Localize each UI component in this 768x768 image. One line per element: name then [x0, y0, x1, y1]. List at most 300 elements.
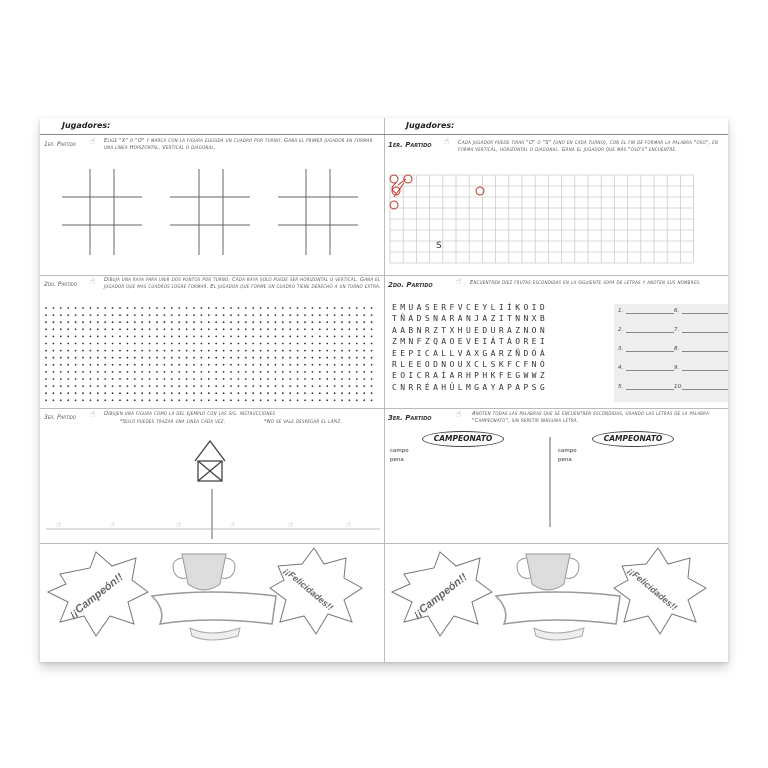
grid-dot: [171, 307, 173, 309]
grid-dot: [245, 371, 247, 373]
grid-dot: [53, 336, 55, 338]
answer-slot[interactable]: 8.: [674, 346, 679, 352]
grid-dot: [289, 307, 291, 309]
grid-dot: [141, 336, 143, 338]
grid-dot: [60, 343, 62, 345]
grid-dot: [371, 399, 373, 401]
grid-dot: [238, 357, 240, 359]
grid-dot: [312, 328, 314, 330]
word-search-row: EEPICALLVAXGARZÑDÓÁ: [392, 348, 549, 358]
grid-dot: [260, 399, 262, 401]
grid-dot: [171, 350, 173, 352]
grid-dot: [282, 350, 284, 352]
grid-dot: [245, 343, 247, 345]
grid-dot: [60, 350, 62, 352]
grid-dot: [201, 371, 203, 373]
grid-dot: [82, 371, 84, 373]
grid-dot: [245, 314, 247, 316]
grid-dot: [75, 378, 77, 380]
grid-dot: [67, 385, 69, 387]
answer-slot[interactable]: 10.: [674, 384, 683, 390]
grid-dot: [223, 364, 225, 366]
grid-dot: [75, 392, 77, 394]
grid-dot: [349, 350, 351, 352]
grid-dot: [90, 307, 92, 309]
grid-dot: [230, 399, 232, 401]
grid-dot: [90, 343, 92, 345]
grid-dot: [156, 350, 158, 352]
grid-dot: [134, 307, 136, 309]
grid-dot: [304, 336, 306, 338]
grid-dot: [297, 307, 299, 309]
grid-dot: [252, 378, 254, 380]
grid-dot: [201, 378, 203, 380]
grid-dot: [319, 336, 321, 338]
word-search-row: TÑADSNARANJAZITNNXB: [392, 314, 549, 324]
grid-dot: [127, 350, 129, 352]
grid-dot: [215, 357, 217, 359]
grid-dot: [319, 357, 321, 359]
grid-dot: [186, 392, 188, 394]
grid-dot: [171, 314, 173, 316]
grid-dot: [193, 328, 195, 330]
grid-dot: [141, 321, 143, 323]
grid-dot: [141, 371, 143, 373]
grid-dot: [267, 392, 269, 394]
grid-dot: [304, 385, 306, 387]
grid-dot: [178, 357, 180, 359]
left-page: [40, 118, 385, 662]
answer-slot[interactable]: 4.: [618, 365, 623, 371]
grid-dot: [193, 357, 195, 359]
grid-dot: [319, 328, 321, 330]
grid-dot: [53, 392, 55, 394]
grid-dot: [326, 336, 328, 338]
grid-dot: [127, 343, 129, 345]
match-2-section: [40, 276, 384, 409]
word-search-row: EMUASERFVCEYLIÍKOID: [392, 303, 549, 312]
grid-dot: [186, 321, 188, 323]
answer-slot[interactable]: 7.: [674, 327, 679, 333]
grid-dot: [67, 350, 69, 352]
grid-dot: [282, 399, 284, 401]
grid-dot: [282, 392, 284, 394]
grid-dot: [363, 307, 365, 309]
answer-slot[interactable]: 6.: [674, 308, 679, 314]
grid-dot: [193, 314, 195, 316]
grid-dot: [164, 385, 166, 387]
ribbon-banner-icon: [152, 592, 276, 624]
grid-dot: [297, 364, 299, 366]
grid-dot: [164, 314, 166, 316]
grid-dot: [45, 314, 47, 316]
answer-slot[interactable]: 3.: [618, 346, 623, 352]
grid-dot: [60, 336, 62, 338]
grid-dot: [356, 392, 358, 394]
grid-dot: [149, 385, 151, 387]
grid-dot: [104, 328, 106, 330]
tic-tac-toe-boards[interactable]: [40, 135, 384, 275]
grid-dot: [90, 385, 92, 387]
grid-dot: [215, 343, 217, 345]
grid-dot: [156, 343, 158, 345]
match-2-instructions: Dibuja una raya para unir dos puntos por turno. Cada raya solo puede ser horizontal o vertical. Gana el jugador que mas cuadros logre formar. El jugador que forme un cuadro tiene derecho a un turno extra.: [104, 277, 381, 290]
grid-dot: [75, 314, 77, 316]
grid-dot: [319, 399, 321, 401]
match-3-label: 3er. Partido: [44, 414, 76, 421]
grid-dot: [371, 350, 373, 352]
grid-dot: [186, 399, 188, 401]
grid-dot: [90, 321, 92, 323]
hand-icon: ☝: [456, 277, 462, 287]
grid-dot: [112, 357, 114, 359]
grid-dot: [238, 307, 240, 309]
grid-dot: [112, 399, 114, 401]
campeonato-badge-left: CAMPEONATO: [422, 431, 504, 447]
grid-dot: [112, 392, 114, 394]
answer-slot[interactable]: 5.: [618, 384, 623, 390]
grid-dot: [356, 328, 358, 330]
grid-dot: [141, 328, 143, 330]
grid-dot: [134, 343, 136, 345]
grid-dot: [141, 343, 143, 345]
grid-dot: [230, 314, 232, 316]
grid-dot: [127, 357, 129, 359]
grid-dot: [178, 392, 180, 394]
grid-dot: [312, 378, 314, 380]
grid-dot: [334, 314, 336, 316]
grid-dot: [223, 336, 225, 338]
grid-dot: [149, 371, 151, 373]
grid-dot: [178, 343, 180, 345]
grid-dot: [164, 364, 166, 366]
grid-dot: [363, 350, 365, 352]
grid-dot: [193, 378, 195, 380]
grid-dot: [341, 328, 343, 330]
grid-dot: [193, 350, 195, 352]
grid-dot: [134, 371, 136, 373]
grid-dot: [267, 378, 269, 380]
grid-dot: [356, 343, 358, 345]
grid-dot: [90, 328, 92, 330]
grid-dot: [134, 378, 136, 380]
grid-dot: [127, 371, 129, 373]
grid-dot: [104, 364, 106, 366]
grid-dot: [260, 350, 262, 352]
grid-dot: [134, 357, 136, 359]
grid-dot: [267, 314, 269, 316]
grid-dot: [112, 350, 114, 352]
grid-dot: [230, 328, 232, 330]
grid-dot: [341, 364, 343, 366]
grid-dot: [45, 328, 47, 330]
grid-dot: [341, 314, 343, 316]
grid-dot: [67, 392, 69, 394]
grid-dot: [267, 328, 269, 330]
grid-dot: [208, 385, 210, 387]
grid-dot: [319, 314, 321, 316]
grid-dot: [75, 371, 77, 373]
grid-dot: [171, 328, 173, 330]
grid-dot: [215, 314, 217, 316]
grid-dot: [134, 392, 136, 394]
grid-dot: [82, 336, 84, 338]
grid-dot: [341, 336, 343, 338]
answer-slot[interactable]: 1.: [618, 308, 623, 314]
grid-dot: [127, 336, 129, 338]
grid-dot: [289, 321, 291, 323]
grid-dot: [356, 364, 358, 366]
grid-dot: [164, 307, 166, 309]
grid-dot: [171, 385, 173, 387]
grid-dot: [371, 307, 373, 309]
grid-dot: [275, 328, 277, 330]
grid-dot: [252, 314, 254, 316]
answer-slot[interactable]: 2.: [618, 327, 623, 333]
grid-dot: [319, 392, 321, 394]
grid-dot: [201, 399, 203, 401]
grid-dot: [267, 385, 269, 387]
campeonato-badge-right: CAMPEONATO: [592, 431, 674, 447]
grid-dot: [334, 328, 336, 330]
grid-dot: [201, 336, 203, 338]
grid-dot: [97, 385, 99, 387]
grid-dot: [267, 371, 269, 373]
grid-dot: [178, 385, 180, 387]
grid-dot: [252, 399, 254, 401]
grid-dot: [260, 328, 262, 330]
grid-dot: [334, 378, 336, 380]
grid-dot: [356, 336, 358, 338]
grid-dot: [245, 392, 247, 394]
oso-game-grid[interactable]: [384, 135, 728, 275]
grid-dot: [267, 364, 269, 366]
grid-dot: [171, 392, 173, 394]
grid-dot: [245, 307, 247, 309]
grid-dot: [149, 392, 151, 394]
grid-dot: [171, 321, 173, 323]
grid-dot: [164, 357, 166, 359]
grid-dot: [326, 378, 328, 380]
grid-dot: [201, 343, 203, 345]
word-search-row: CNRRÉAHÜLMGAYAPAPSG: [392, 382, 549, 392]
svg-text:☝: ☝: [176, 520, 181, 529]
house-figure-example[interactable]: [40, 409, 384, 543]
grid-dot: [297, 328, 299, 330]
grid-dot: [112, 328, 114, 330]
dot-grid[interactable]: [40, 276, 384, 408]
grid-dot: [223, 307, 225, 309]
grid-dot: [223, 385, 225, 387]
grid-dot: [215, 392, 217, 394]
grid-dot: [134, 350, 136, 352]
grid-dot: [156, 307, 158, 309]
grid-dot: [193, 399, 195, 401]
grid-dot: [171, 357, 173, 359]
grid-dot: [45, 378, 47, 380]
grid-dot: [334, 357, 336, 359]
grid-dot: [90, 371, 92, 373]
grid-dot: [90, 378, 92, 380]
grid-dot: [119, 364, 121, 366]
grid-dot: [60, 307, 62, 309]
grid-dot: [67, 357, 69, 359]
grid-dot: [267, 307, 269, 309]
grid-dot: [371, 371, 373, 373]
grid-dot: [90, 399, 92, 401]
grid-dot: [208, 392, 210, 394]
grid-dot: [238, 364, 240, 366]
grid-dot: [275, 385, 277, 387]
grid-dot: [356, 314, 358, 316]
grid-dot: [282, 357, 284, 359]
word-search-row: AABNRZTXHUEDURAZNON: [392, 325, 549, 335]
grid-dot: [326, 307, 328, 309]
grid-dot: [282, 321, 284, 323]
grid-dot: [201, 392, 203, 394]
grid-dot: [97, 336, 99, 338]
grid-dot: [193, 371, 195, 373]
grid-dot: [334, 371, 336, 373]
grid-dot: [112, 321, 114, 323]
grid-dot: [230, 307, 232, 309]
grid-dot: [267, 399, 269, 401]
grid-dot: [178, 350, 180, 352]
grid-dot: [90, 392, 92, 394]
grid-dot: [45, 399, 47, 401]
grid-dot: [141, 392, 143, 394]
grid-dot: [193, 321, 195, 323]
grid-dot: [53, 328, 55, 330]
grid-dot: [289, 385, 291, 387]
grid-dot: [260, 307, 262, 309]
grid-dot: [349, 314, 351, 316]
grid-dot: [53, 343, 55, 345]
grid-dot: [60, 314, 62, 316]
grid-dot: [260, 343, 262, 345]
grid-dot: [215, 399, 217, 401]
grid-dot: [45, 371, 47, 373]
grid-dot: [363, 328, 365, 330]
match-3-section: [384, 409, 728, 544]
grid-dot: [238, 378, 240, 380]
grid-dot: [312, 357, 314, 359]
grid-dot: [90, 364, 92, 366]
grid-dot: [171, 378, 173, 380]
grid-dot: [215, 350, 217, 352]
grid-dot: [141, 364, 143, 366]
grid-dot: [356, 350, 358, 352]
match-3-label: 3er. Partido: [388, 414, 432, 422]
grid-dot: [319, 364, 321, 366]
grid-dot: [67, 399, 69, 401]
grid-dot: [275, 357, 277, 359]
match-3-instructions: Anoten todas las palabras que se encuentren escondidas, usando las letras de la palabra "Campeonato", sin repetir ninguna letra.: [472, 411, 710, 424]
grid-dot: [363, 357, 365, 359]
grid-dot: [201, 321, 203, 323]
answers-panel: [614, 304, 728, 402]
grid-dot: [238, 328, 240, 330]
grid-dot: [245, 399, 247, 401]
grid-dot: [90, 357, 92, 359]
grid-dot: [349, 307, 351, 309]
grid-dot: [156, 399, 158, 401]
grid-dot: [260, 336, 262, 338]
grid-dot: [60, 357, 62, 359]
grid-dot: [275, 392, 277, 394]
celebration-footer: [40, 544, 384, 662]
grid-dot: [215, 378, 217, 380]
grid-dot: [319, 307, 321, 309]
grid-dot: [67, 364, 69, 366]
grid-dot: [371, 357, 373, 359]
grid-dot: [104, 371, 106, 373]
grid-dot: [97, 364, 99, 366]
grid-dot: [334, 385, 336, 387]
grid-dot: [60, 364, 62, 366]
grid-dot: [67, 371, 69, 373]
word-search-row: RLEEODNOUXCLSKFCFNÓ: [392, 360, 549, 370]
grid-dot: [326, 399, 328, 401]
answer-slot[interactable]: 9.: [674, 365, 679, 371]
grid-dot: [215, 385, 217, 387]
grid-dot: [304, 371, 306, 373]
svg-text:☝: ☝: [288, 520, 293, 529]
grid-dot: [223, 399, 225, 401]
grid-dot: [119, 371, 121, 373]
grid-dot: [193, 307, 195, 309]
grid-dot: [260, 314, 262, 316]
grid-dot: [326, 343, 328, 345]
match-1-section: [384, 135, 728, 276]
grid-dot: [230, 371, 232, 373]
grid-dot: [371, 392, 373, 394]
grid-dot: [186, 364, 188, 366]
grid-dot: [252, 343, 254, 345]
grid-dot: [112, 378, 114, 380]
grid-dot: [260, 357, 262, 359]
grid-dot: [238, 385, 240, 387]
grid-dot: [230, 364, 232, 366]
match-2-label: 2do. Partido: [388, 281, 433, 289]
grid-dot: [363, 385, 365, 387]
grid-dot: [75, 350, 77, 352]
grid-dot: [67, 328, 69, 330]
grid-dot: [334, 350, 336, 352]
grid-dot: [60, 378, 62, 380]
grid-dot: [60, 321, 62, 323]
grid-dot: [252, 392, 254, 394]
grid-dot: [149, 314, 151, 316]
grid-dot: [304, 364, 306, 366]
grid-dot: [201, 350, 203, 352]
word-search-grid[interactable]: [392, 302, 548, 393]
grid-dot: [164, 371, 166, 373]
grid-dot: [156, 314, 158, 316]
grid-dot: [371, 314, 373, 316]
grid-dot: [119, 336, 121, 338]
grid-dot: [186, 336, 188, 338]
grid-dot: [282, 343, 284, 345]
grid-dot: [238, 392, 240, 394]
players-header: [40, 118, 384, 135]
grid-dot: [304, 392, 306, 394]
grid-dot: [223, 343, 225, 345]
grid-dot: [208, 364, 210, 366]
grid-dot: [134, 314, 136, 316]
grid-dot: [104, 385, 106, 387]
grid-dot: [260, 371, 262, 373]
